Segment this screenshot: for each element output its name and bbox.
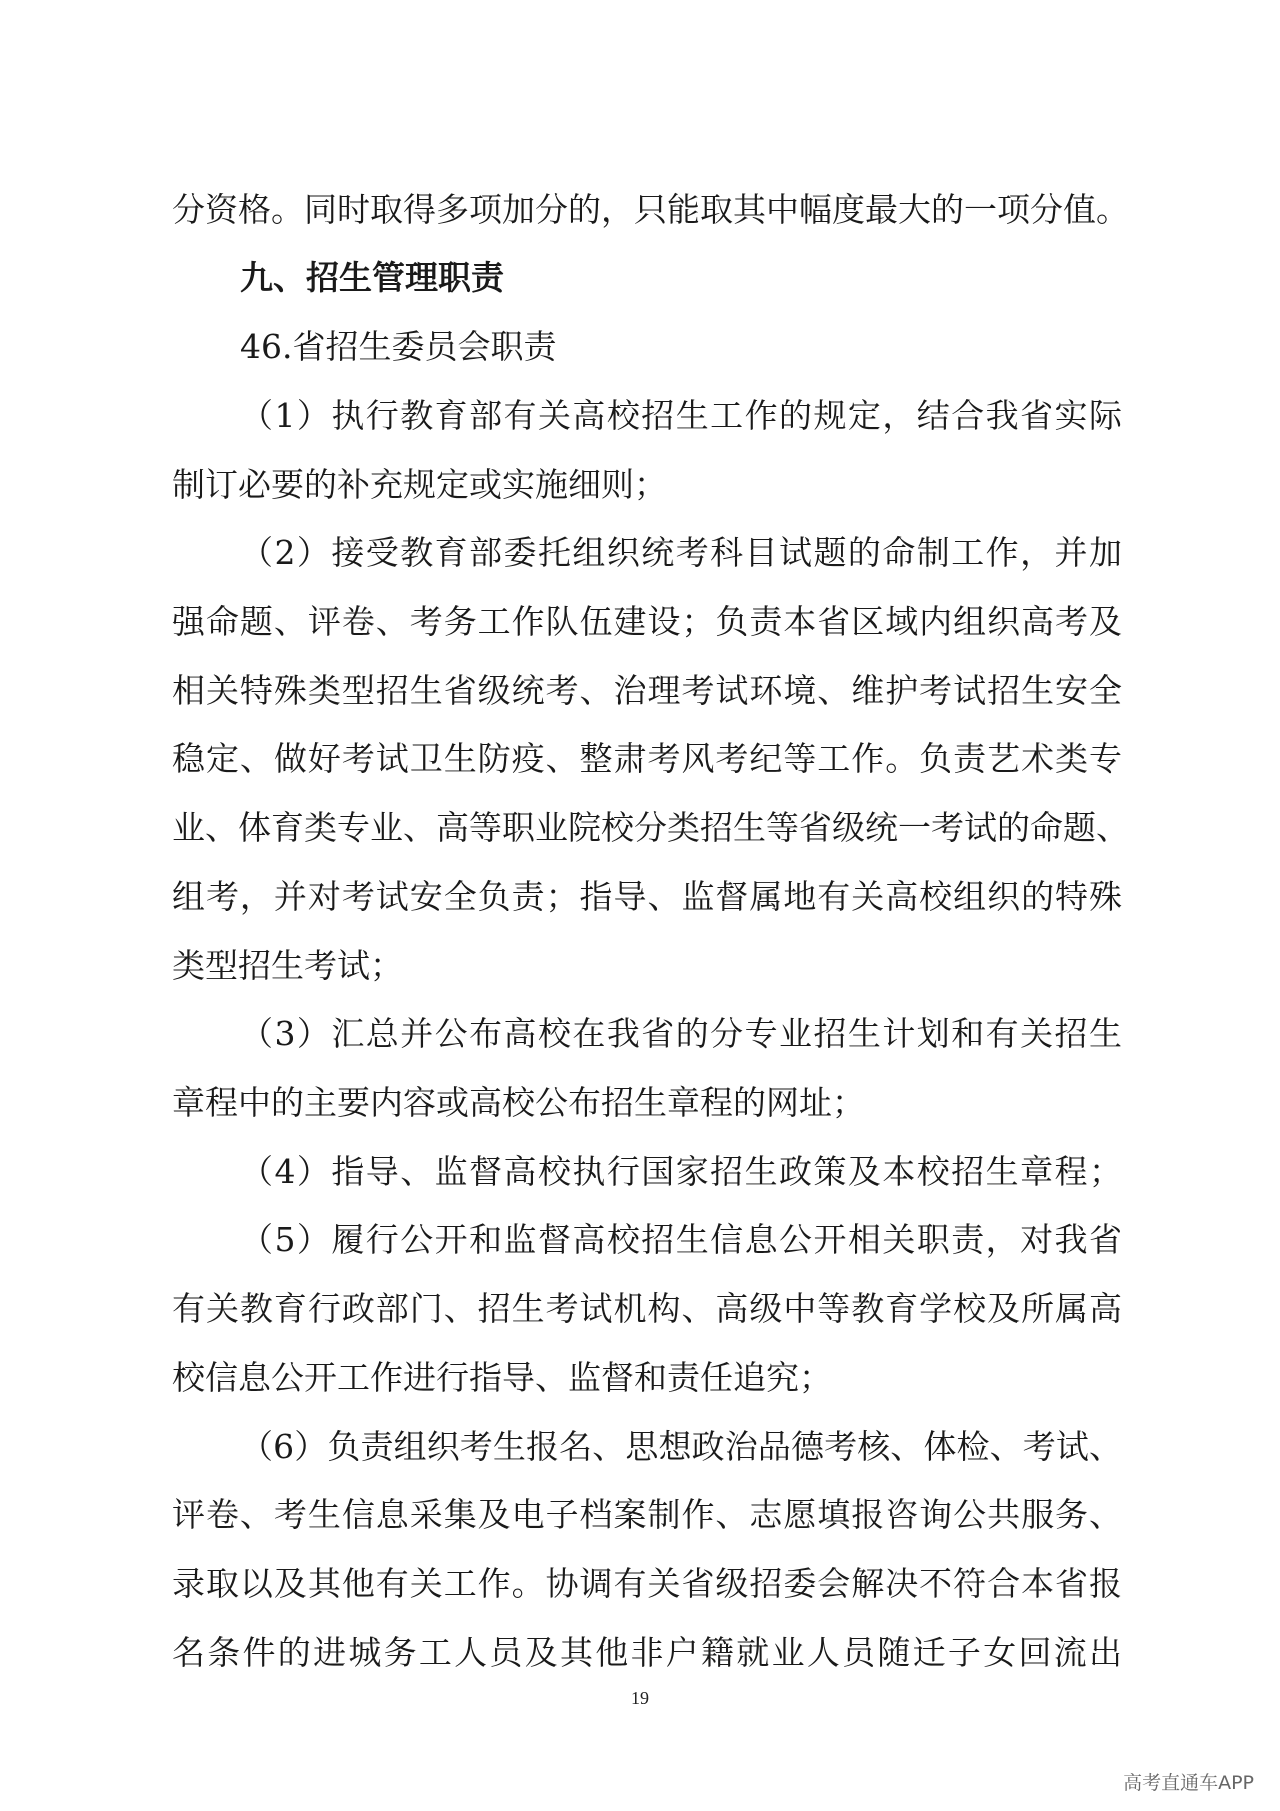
body-line: 有关教育行政部门、招生考试机构、高级中等教育学校及所属高	[172, 1289, 1122, 1328]
body-line: 稳定、做好考试卫生防疫、整肃考风考纪等工作。负责艺术类专	[172, 739, 1122, 778]
body-line: 强命题、评卷、考务工作队伍建设；负责本省区域内组织高考及	[172, 602, 1122, 641]
body-line: （1）执行教育部有关高校招生工作的规定，结合我省实际	[240, 396, 1122, 435]
body-line: 章程中的主要内容或高校公布招生章程的网址；	[172, 1083, 865, 1122]
body-line: 分资格。同时取得多项加分的，只能取其中幅度最大的一项分值。	[172, 190, 1129, 229]
body-line: （5）履行公开和监督高校招生信息公开相关职责，对我省	[240, 1220, 1122, 1259]
body-line: 组考，并对考试安全负责；指导、监督属地有关高校组织的特殊	[172, 877, 1122, 916]
body-line: 录取以及其他有关工作。协调有关省级招委会解决不符合本省报	[172, 1564, 1122, 1603]
body-line: 相关特殊类型招生省级统考、治理考试环境、维护考试招生安全	[172, 671, 1122, 710]
body-line: 评卷、考生信息采集及电子档案制作、志愿填报咨询公共服务、	[172, 1495, 1122, 1534]
page-number: 19	[631, 1688, 649, 1708]
body-line: 制订必要的补充规定或实施细则；	[172, 465, 667, 504]
body-line: 校信息公开工作进行指导、监督和责任追究；	[172, 1358, 832, 1397]
body-line: （6）负责组织考生报名、思想政治品德考核、体检、考试、	[240, 1427, 1122, 1466]
body-line: 类型招生考试；	[172, 946, 403, 985]
body-line: （3）汇总并公布高校在我省的分专业招生计划和有关招生	[240, 1014, 1122, 1053]
body-line: 名条件的进城务工人员及其他非户籍就业人员随迁子女回流出	[172, 1633, 1122, 1672]
body-line: （4）指导、监督高校执行国家招生政策及本校招生章程；	[240, 1152, 1122, 1191]
subsection-title: 46.省招生委员会职责	[240, 327, 557, 366]
section-heading: 九、招生管理职责	[240, 258, 504, 297]
watermark-text: 高考直通车APP	[1123, 1772, 1254, 1794]
body-line: 业、体育类专业、高等职业院校分类招生等省级统一考试的命题、	[172, 808, 1129, 847]
body-line: （2）接受教育部委托组织统考科目试题的命制工作，并加	[240, 533, 1122, 572]
